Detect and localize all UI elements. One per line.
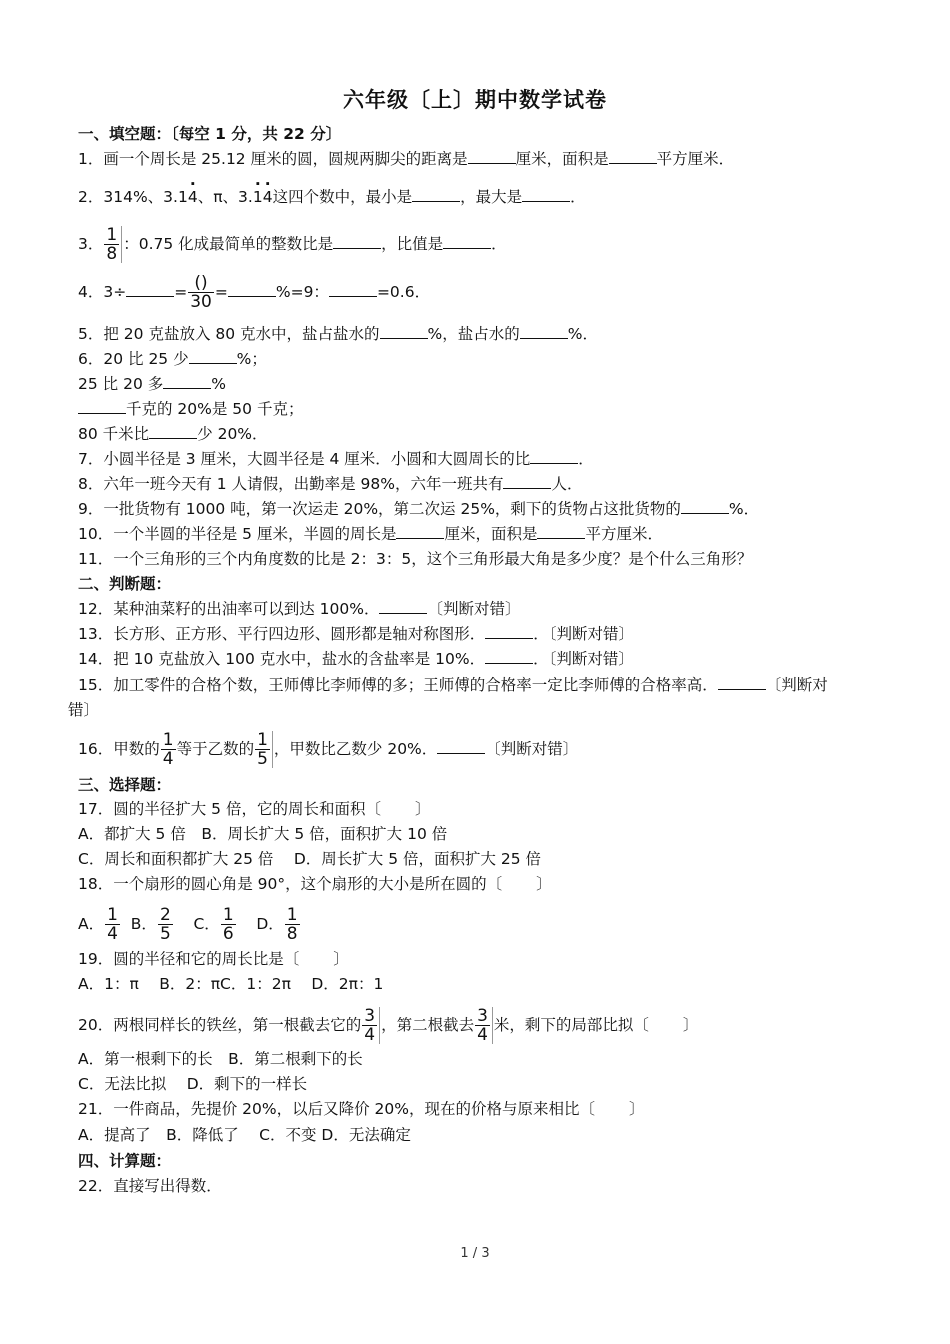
question-18: 18．一个扇形的圆心角是 90°，这个扇形的大小是所在圆的〔 〕 — [78, 875, 552, 893]
answer-blank[interactable] — [333, 248, 381, 249]
answer-blank[interactable] — [412, 201, 460, 202]
section-multiple-choice: 三、选择题： — [78, 776, 172, 794]
question-8: 8．六年一班今天有 1 人请假，出勤率是 98%，六年一班共有 人． — [78, 475, 583, 493]
question-11: 11．一个三角形的三个内角度数的比是 2：3：5，这个三角形最大角是多少度？是个什么三角形？ — [78, 550, 753, 568]
page-title: 六年级〔上〕期中数学试卷 — [343, 88, 607, 112]
answer-blank[interactable] — [189, 363, 237, 364]
question-9: 9．一批货物有 1000 吨，第一次运走 20%，第二次运 25%，剩下的货物占这批货物的 %． — [78, 500, 760, 518]
question-15-wrap: 错〕 — [68, 701, 100, 719]
answer-blank[interactable] — [718, 689, 766, 690]
question-6-part-3: 千克的 20%是 50 千克； — [78, 398, 303, 420]
question-3: 3． $\frac{1}{8}$ ：0.75 化成最简单的整数比是 ，比值是 ． — [78, 225, 507, 264]
answer-blank[interactable] — [485, 663, 533, 664]
section-calculation: 四、计算题： — [78, 1152, 172, 1170]
question-14: 14．把 10 克盐放入 100 克水中，盐水的含盐率是 10%． ．〔判断对错〕 — [78, 650, 634, 668]
repeating-digit: · 4 — [263, 186, 273, 208]
answer-blank[interactable] — [379, 613, 427, 614]
question-6: 6．20 比 25 少 %； — [78, 350, 267, 368]
question-6-part-2: 25 比 20 多 % — [78, 375, 226, 393]
answer-blank[interactable] — [126, 296, 174, 297]
question-6-part-4: 80 千米比 少 20%． — [78, 425, 268, 443]
fraction: $\frac{1}{6}$ — [222, 905, 234, 944]
fraction: $\frac{1}{4}$ — [107, 905, 118, 944]
question-13: 13．长方形、正方形、平行四边形、圆形都是轴对称图形． ．〔判断对错〕 — [78, 625, 634, 643]
answer-blank[interactable] — [485, 638, 533, 639]
answer-blank[interactable] — [228, 296, 276, 297]
question-20-options-1: A．第一根剩下的长 B．第二根剩下的长 — [78, 1050, 363, 1068]
fraction: $\frac{1}{4}$ — [162, 730, 174, 769]
question-22: 22．直接写出得数． — [78, 1177, 222, 1195]
question-19: 19．圆的半径和它的周长比是〔 〕 — [78, 950, 349, 968]
section-fill-blank: 一、填空题：〔每空 1 分，共 22 分〕 — [78, 125, 342, 143]
question-15: 15．加工零件的合格个数，王师傅比李师傅的多；王师傅的合格率一定比李师傅的合格率高． 〔判断对 — [78, 676, 828, 694]
answer-blank[interactable] — [437, 753, 485, 754]
answer-blank[interactable] — [520, 338, 568, 339]
answer-blank[interactable] — [380, 338, 428, 339]
question-19-options: A．1：π B．2：πC．1：2π D．2π：1 — [78, 975, 384, 993]
answer-blank[interactable] — [468, 163, 516, 164]
question-20: 20．两根同样长的铁丝，第一根截去它的 $\frac{3}{4}$ ，第二根截去 $\frac{3}{4}$ 米，剩下的局部比拟〔 〕 — [78, 1006, 699, 1045]
section-true-false: 二、判断题： — [78, 575, 172, 593]
question-21-options: A．提高了 B．降低了 C．不变 D．无法确定 — [78, 1126, 411, 1144]
question-10: 10．一个半圆的半径是 5 厘米，半圆的周长是 厘米，面积是 平方厘米． — [78, 525, 663, 543]
fraction: $\frac{3}{4}$ — [362, 1007, 380, 1044]
answer-blank[interactable] — [329, 296, 377, 297]
fraction: $\frac{1}{8}$ — [104, 226, 122, 263]
fraction: $\frac{3}{4}$ — [475, 1007, 493, 1044]
answer-blank[interactable] — [163, 388, 211, 389]
question-17: 17．圆的半径扩大 5 倍，它的周长和面积〔 〕 — [78, 800, 431, 818]
question-2: 2．314%、3.1· 4、π、3.· 1· 4这四个数中，最小是 ，最大是 ． — [78, 186, 586, 208]
question-20-options-2: C．无法比拟 D．剩下的一样长 — [78, 1075, 308, 1093]
question-1: 1．画一个周长是 25.12 厘米的圆，圆规两脚尖的距离是 厘米，面积是 平方厘米． — [78, 150, 735, 168]
answer-blank[interactable] — [681, 513, 729, 514]
answer-blank[interactable] — [530, 463, 578, 464]
question-16: 16．甲数的 $\frac{1}{4}$ 等于乙数的 $\frac{1}{5}$ ，甲数比乙数少 20%． 〔判断对错〕 — [78, 730, 579, 769]
fraction: $\frac{1}{5}$ — [255, 731, 273, 768]
answer-blank[interactable] — [149, 438, 197, 439]
answer-blank[interactable] — [609, 163, 657, 164]
repeating-digit: · 4 — [188, 186, 198, 208]
answer-blank[interactable] — [522, 201, 570, 202]
page-number: 1 / 3 — [460, 1246, 490, 1261]
question-5: 5．把 20 克盐放入 80 克水中，盐占盐水的 %，盐占水的 %． — [78, 325, 598, 343]
question-17-options-2: C．周长和面积都扩大 25 倍 D．周长扩大 5 倍，面积扩大 25 倍 — [78, 850, 542, 868]
question-7: 7．小圆半径是 3 厘米，大圆半径是 4 厘米．小圆和大圆周长的比 ． — [78, 450, 594, 468]
answer-blank[interactable] — [503, 488, 551, 489]
repeating-digit: · 1 — [253, 186, 263, 208]
answer-blank[interactable] — [443, 248, 491, 249]
answer-blank[interactable] — [537, 538, 585, 539]
fraction: $\frac{()}{30}$ — [190, 273, 212, 312]
question-21: 21．一件商品，先提价 20%，以后又降价 20%，现在的价格与原来相比〔 〕 — [78, 1100, 645, 1118]
fraction: $\frac{2}{5}$ — [159, 905, 171, 944]
question-17-options-1: A．都扩大 5 倍 B．周长扩大 5 倍，面积扩大 10 倍 — [78, 825, 448, 843]
question-18-options: A． $\frac{1}{4}$ B． $\frac{2}{5}$ C． $\frac{1}{6}$ D． $\frac{1}{8}$ — [78, 905, 298, 944]
question-4: 4．3÷ = $\frac{()}{30}$ = %=9： =0.6． — [78, 273, 431, 312]
question-12: 12．某种油菜籽的出油率可以到达 100%． 〔判断对错〕 — [78, 600, 521, 618]
answer-blank[interactable] — [78, 413, 126, 414]
answer-blank[interactable] — [396, 538, 444, 539]
fraction: $\frac{1}{8}$ — [286, 905, 298, 944]
